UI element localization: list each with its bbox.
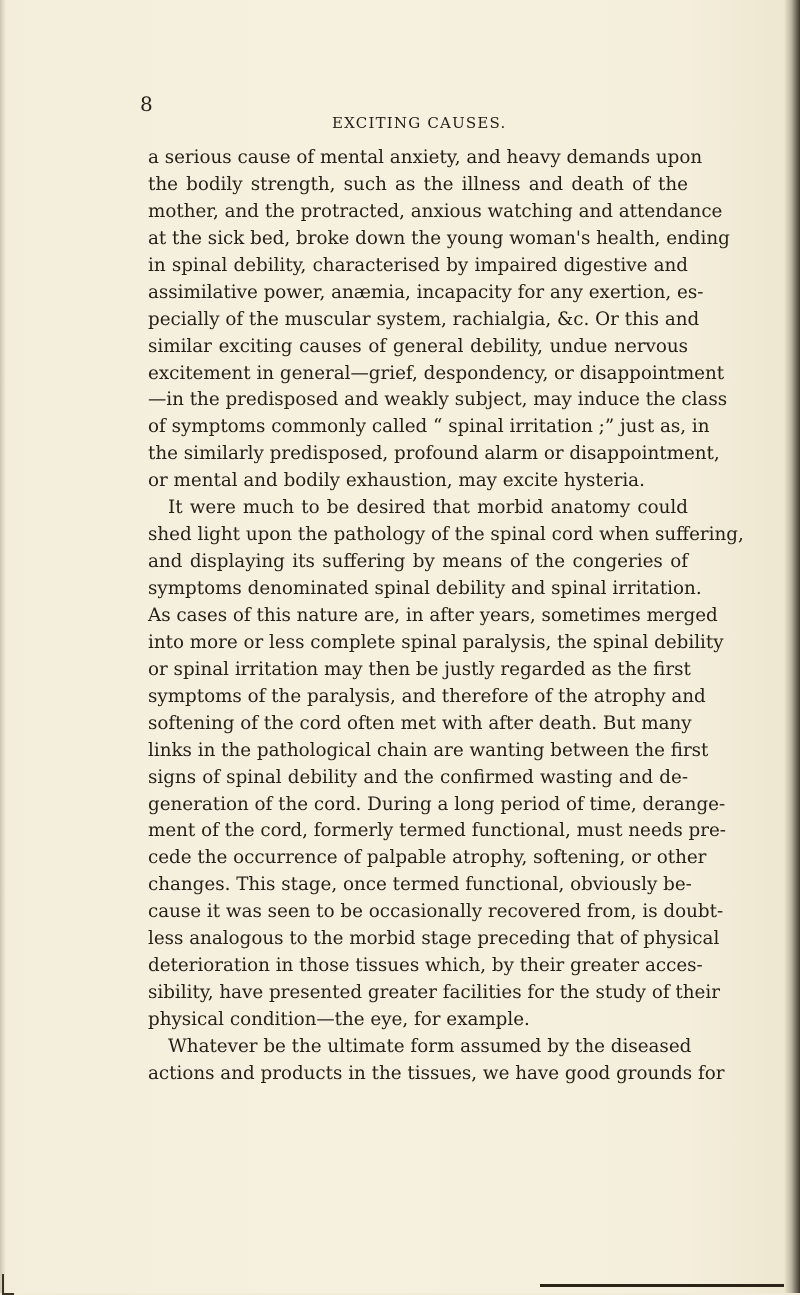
text-line: excitement in general—grief, despondency, or disappointment bbox=[148, 362, 725, 384]
text-line: As cases of this nature are, in after years, sometimes merged bbox=[148, 604, 718, 626]
text-line: cede the occurrence of palpable atrophy, softening, or other bbox=[148, 847, 707, 869]
text-line: softening of the cord often met with after death. But many bbox=[148, 712, 692, 734]
text-line: symptoms denominated spinal debility and spinal irritation. bbox=[148, 578, 702, 599]
text-line: in spinal debility, characterised by impaired digestive and bbox=[148, 254, 688, 276]
text-line: assimilative power, anæmia, incapacity for any exertion, es- bbox=[148, 281, 704, 303]
text-line: cause it was seen to be occasionally recovered from, is doubt- bbox=[148, 901, 724, 923]
text-line: deterioration in those tissues which, by their greater acces- bbox=[148, 955, 703, 977]
text-line: shed light upon the pathology of the spinal cord when suffering, bbox=[148, 524, 744, 546]
text-line: ment of the cord, formerly termed functional, must needs pre- bbox=[148, 820, 726, 842]
text-line: less analogous to the morbid stage preceding that of physical bbox=[148, 928, 720, 950]
running-head: EXCITING CAUSES. bbox=[332, 114, 507, 132]
text-line: a serious cause of mental anxiety, and heavy demands upon bbox=[148, 147, 703, 168]
bottom-edge-rule bbox=[540, 1284, 784, 1287]
text-line: —in the predisposed and weakly subject, may induce the class bbox=[148, 389, 728, 411]
text-line: into more or less complete spinal paralysis, the spinal debility bbox=[148, 631, 724, 653]
text-line: the similarly predisposed, profound alarm or disappointment, bbox=[148, 443, 720, 465]
text-line: changes. This stage, once termed functional, obviously be- bbox=[148, 874, 692, 896]
text-line: the bodily strength, such as the illness and death of the bbox=[148, 173, 688, 195]
text-line: generation of the cord. During a long period of time, derange- bbox=[148, 793, 726, 815]
text-line: and displaying its suffering by means of the congeries of bbox=[148, 551, 688, 573]
text-line: mother, and the protracted, anxious watching and attendance bbox=[148, 200, 723, 222]
paragraph-start-line: Whatever be the ultimate form assumed by the diseased bbox=[168, 1035, 692, 1057]
text-line: similar exciting causes of general debility, undue nervous bbox=[148, 335, 688, 357]
page-right-edge-shadow bbox=[784, 0, 800, 1293]
text-line: at the sick bed, broke down the young woman's health, ending bbox=[148, 227, 730, 249]
paragraph-end-line: or mental and bodily exhaustion, may excite hysteria. bbox=[148, 470, 645, 492]
text-line: signs of spinal debility and the confirmed wasting and de- bbox=[148, 766, 688, 788]
paragraph-start-line: It were much to be desired that morbid anatomy could bbox=[168, 497, 688, 519]
corner-mark bbox=[2, 1274, 14, 1295]
body-text bbox=[148, 145, 744, 1088]
text-line: of symptoms commonly called “ spinal irritation ;” just as, in bbox=[148, 416, 710, 438]
page-left-edge-shadow bbox=[0, 0, 6, 1293]
text-line: actions and products in the tissues, we have good grounds for bbox=[148, 1062, 725, 1084]
text-line: or spinal irritation may then be justly regarded as the first bbox=[148, 658, 691, 680]
text-line: sibility, have presented greater facilities for the study of their bbox=[148, 982, 720, 1004]
text-line: pecially of the muscular system, rachialgia, &c. Or this and bbox=[148, 308, 700, 330]
paragraph-end-line: physical condition—the eye, for example. bbox=[148, 1009, 530, 1030]
text-line: links in the pathological chain are wanting between the first bbox=[148, 739, 709, 761]
text-line: symptoms of the paralysis, and therefore of the atrophy and bbox=[148, 685, 706, 707]
page-number: 8 bbox=[140, 92, 153, 116]
